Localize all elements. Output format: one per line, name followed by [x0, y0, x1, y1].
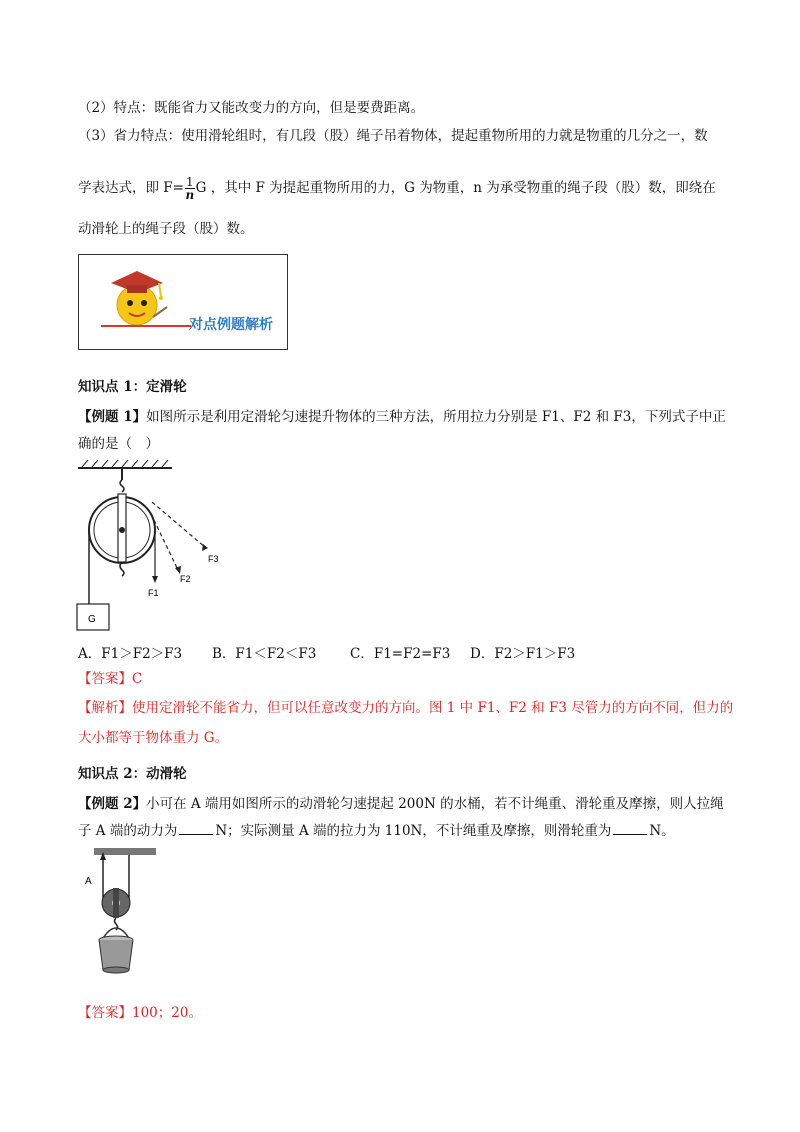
fixed-pulley-figure [72, 458, 232, 636]
mascot-graduate-icon [97, 263, 177, 333]
example-1-question-line2: 确的是（ ） [78, 436, 159, 452]
example-1-answer: 【答案】C [78, 671, 143, 687]
feature-point-2: （2）特点：既能省力又能改变力的方向，但是要费距离。 [78, 100, 425, 116]
section-banner [78, 254, 288, 350]
example-2-tag: 【例题 2】 [78, 796, 147, 812]
movable-pulley-figure [82, 848, 172, 976]
option-c: C．F1=F2=F3 [350, 646, 451, 662]
feature-point-3-line2 [78, 176, 716, 201]
example-1-analysis-line1: 【解析】使用定滑轮不能省力，但可以任意改变力的方向。图 1 中 F1、F2 和 F3 尽管力的方向不同，但力的 [78, 700, 734, 716]
example-2-question-line1: 【例题 2】小可在 A 端用如图所示的动滑轮匀速提起 200N 的水桶，若不计绳重、滑轮重及摩擦，则人拉绳 [78, 796, 724, 812]
example-1-analysis-line2: 大小都等于物体重力 G。 [78, 730, 229, 746]
feature-point-3-line1: （3）省力特点：使用滑轮组时，有几段（股）绳子吊着物体，提起重物所用的力就是物重的几分之一，数 [78, 128, 708, 144]
example-2-answer: 【答案】100；20。 [78, 1005, 202, 1021]
example-2-question-line2: 子 A 端的动力为 N；实际测量 A 端的拉力为 110N，不计绳重及摩擦，则滑轮重为 N。 [78, 823, 675, 839]
rope-end-label-a: A [85, 876, 92, 887]
formula-suffix: G ，其中 F 为提起重物所用的力，G 为物重，n 为承受物重的绳子段（股）数，即绕在 [195, 180, 716, 196]
example-1-question-line1: 【例题 1】如图所示是利用定滑轮匀速提升物体的三种方法，所用拉力分别是 F1、F2 和 F3，下列式子中正 [78, 409, 726, 425]
formula-prefix: 学表达式，即 F= [78, 180, 184, 196]
knowledge-point-1-heading: 知识点 1：定滑轮 [78, 379, 187, 395]
weight-label-g: G [88, 614, 96, 625]
knowledge-point-2-heading: 知识点 2：动滑轮 [78, 766, 187, 782]
answer-blank-2[interactable] [613, 822, 647, 835]
option-d: D．F2＞F1＞F3 [470, 646, 576, 662]
force-label-f3: F3 [208, 554, 219, 564]
feature-point-3-line3: 动滑轮上的绳子段（股）数。 [78, 221, 254, 237]
force-label-f1: F1 [148, 588, 159, 598]
force-label-f2: F2 [180, 574, 191, 584]
banner-underline [101, 325, 191, 327]
option-a: A．F1＞F2＞F3 [78, 646, 183, 662]
fraction-1-over-n: $\frac{1}{n}$ [185, 175, 195, 202]
answer-blank-1[interactable] [179, 822, 213, 835]
banner-title: 对点例题解析 [189, 317, 273, 333]
option-b: B．F1＜F2＜F3 [212, 646, 317, 662]
example-1-tag: 【例题 1】 [78, 409, 147, 425]
